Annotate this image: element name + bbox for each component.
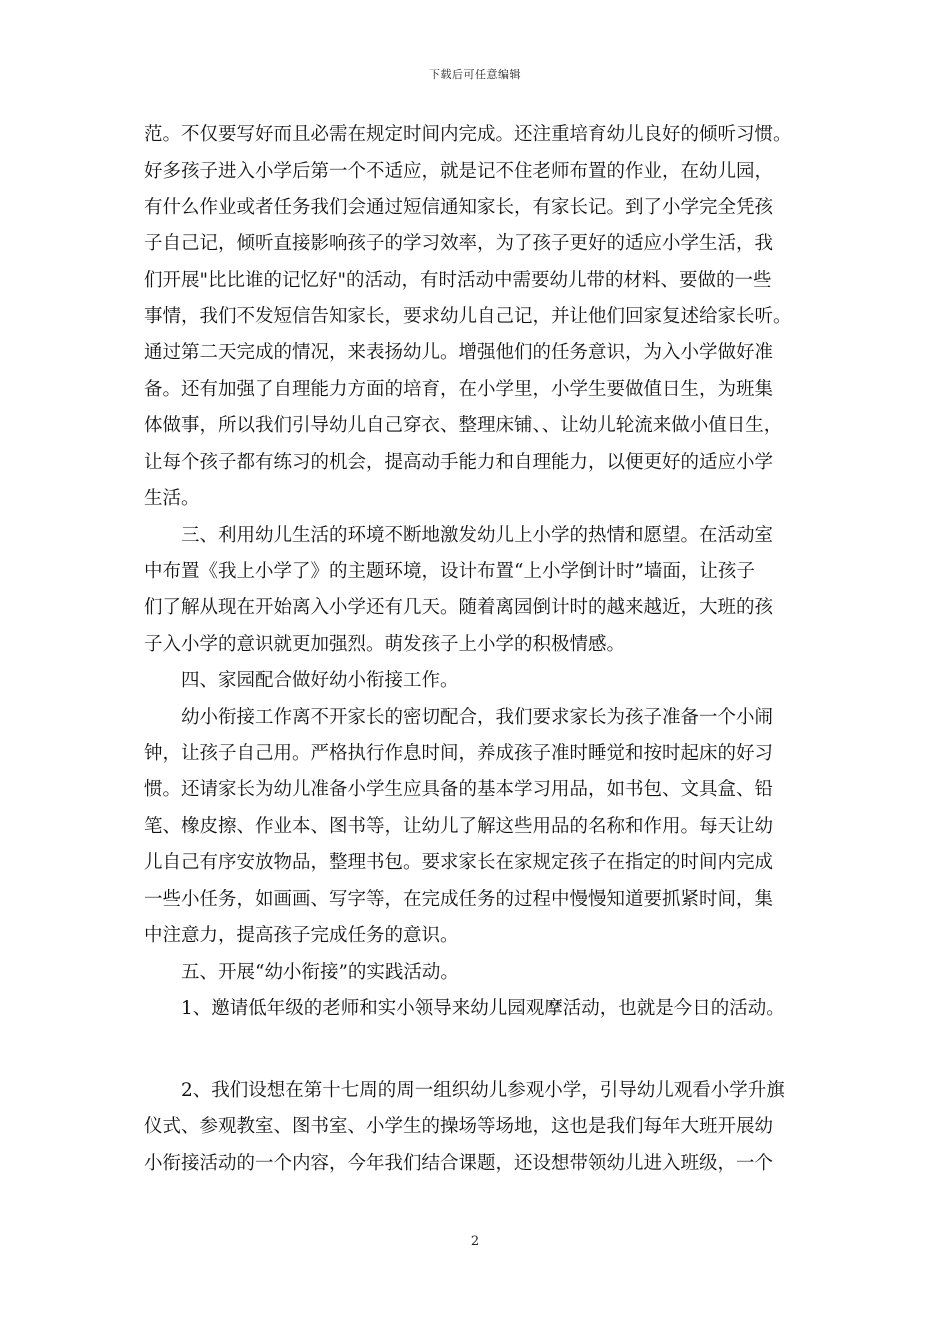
text-line: 笔、橡皮擦、作业本、图书等，让幼儿了解这些用品的名称和作用。每天让幼 xyxy=(144,816,774,837)
text-line: 生活。 xyxy=(144,488,200,509)
text-line: 范。不仅要写好而且必需在规定时间内完成。还注重培育幼儿良好的倾听习惯。 xyxy=(144,124,792,145)
text-line: 有什么作业或者任务我们会通过短信通知家长，有家长记。到了小学完全凭孩 xyxy=(144,197,774,218)
text-line: 们了解从现在开始离入小学还有几天。随着离园倒计时的越来越近，大班的孩 xyxy=(144,597,774,618)
text-line: 中布置《我上小学了》的主题环境，设计布置“上小学倒计时”墙面，让孩子 xyxy=(144,561,755,582)
text-line: 好多孩子进入小学后第一个不适应，就是记不住老师布置的作业，在幼儿园， xyxy=(144,161,774,182)
text-line: 小衔接活动的一个内容，今年我们结合课题，还设想带领幼儿进入班级，一个 xyxy=(144,1153,774,1174)
text-line: 1、邀请低年级的老师和实小领导来幼儿园观摩活动，也就是今日的活动。 xyxy=(144,998,785,1019)
page-number: 2 xyxy=(470,1234,480,1249)
text-line: 儿自己有序安放物品，整理书包。要求家长在家规定孩子在指定的时间内完成 xyxy=(144,852,774,873)
text-line: 幼小衔接工作离不开家长的密切配合，我们要求家长为孩子准备一个小闹 xyxy=(144,707,774,728)
text-line: 通过第二天完成的情况，来表扬幼儿。增强他们的任务意识，为入小学做好准 xyxy=(144,342,774,363)
text-line: 钟，让孩子自己用。严格执行作息时间，养成孩子准时睡觉和按时起床的好习 xyxy=(144,743,774,764)
text-line: 三、利用幼儿生活的环境不断地激发幼儿上小学的热情和愿望。在活动室 xyxy=(144,525,774,546)
text-line: 体做事，所以我们引导幼儿自己穿衣、整理床铺、、让幼儿轮流来做小值日生， xyxy=(144,415,783,436)
section-heading: 四、家园配合做好幼小衔接工作。 xyxy=(144,670,459,691)
text-line: 中注意力，提高孩子完成任务的意识。 xyxy=(144,925,459,946)
text-line: 们开展"比比谁的记忆好"的活动，有时活动中需要幼儿带的材料、要做的一些 xyxy=(144,270,772,291)
page-header: 下载后可任意编辑 xyxy=(429,68,521,81)
text-line: 惯。还请家长为幼儿准备小学生应具备的基本学习用品，如书包、文具盒、铅 xyxy=(144,779,774,800)
text-line: 让每个孩子都有练习的机会，提高动手能力和自理能力，以便更好的适应小学 xyxy=(144,452,774,473)
text-line: 仪式、参观教室、图书室、小学生的操场等场地，这也是我们每年大班开展幼 xyxy=(144,1116,774,1137)
text-line: 备。还有加强了自理能力方面的培育，在小学里，小学生要做值日生，为班集 xyxy=(144,379,774,400)
text-line: 子入小学的意识就更加强烈。萌发孩子上小学的积极情感。 xyxy=(144,634,626,655)
text-line: 事情，我们不发短信告知家长，要求幼儿自己记，并让他们回家复述给家长听。 xyxy=(144,306,792,327)
text-line: 子自己记，倾听直接影响孩子的学习效率，为了孩子更好的适应小学生活，我 xyxy=(144,233,774,254)
text-line: 2、我们设想在第十七周的周一组织幼儿参观小学，引导幼儿观看小学升旗 xyxy=(144,1080,785,1101)
section-heading: 五、开展“幼小衔接”的实践活动。 xyxy=(144,962,459,983)
text-line: 一些小任务，如画画、写字等，在完成任务的过程中慢慢知道要抓紧时间，集 xyxy=(144,889,774,910)
